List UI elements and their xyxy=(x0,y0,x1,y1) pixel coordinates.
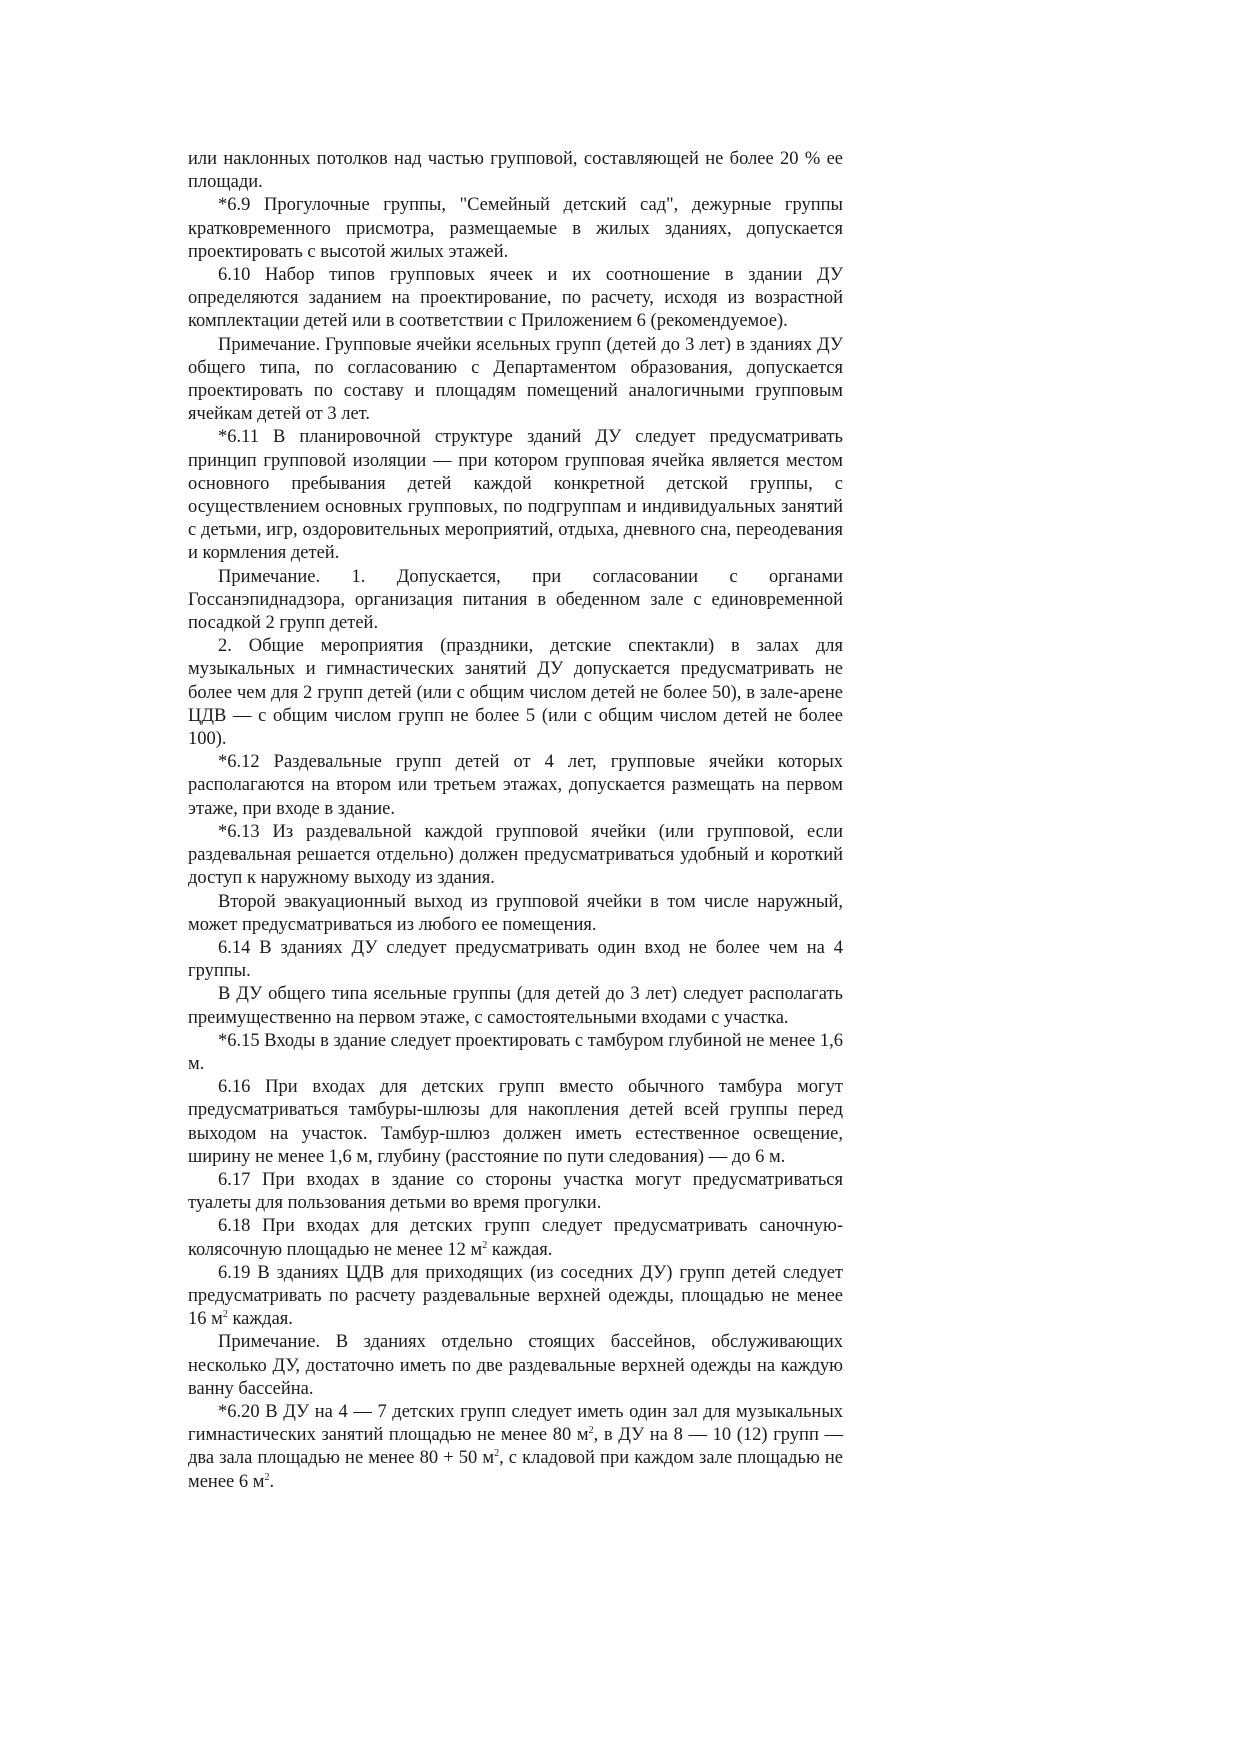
paragraph-6-9: *6.9 Прогулочные группы, "Семейный детский сад", дежурные группы кратковременного присмотра, размещаемые в жилых зданиях, допускается проектировать с высотой жилых этажей. xyxy=(188,195,843,262)
paragraph-6-13-exit: Второй эвакуационный выход из групповой ячейки в том числе наружный, может предусматриваться из любого ее помещения. xyxy=(188,891,843,935)
paragraph-note-6-11-1: Примечание. 1. Допускается, при согласовании с органами Госсанэпиднадзора, организация питания в обеденном зале с единовременной посадкой 2 групп детей. xyxy=(188,566,843,634)
paragraph-6-18: 6.18 При входах для детских групп следует предусматривать саночную-колясочную площадью не менее 12 $м^2$ каждая. xyxy=(188,1216,843,1260)
paragraph-6-12: *6.12 Раздевальные групп детей от 4 лет, групповые ячейки которых располагаются на втором или третьем этажах, допускается размещать на первом этаже, при входе в здание. xyxy=(188,752,843,819)
document-page xyxy=(188,148,843,1494)
paragraph-note-6-11-2: 2. Общие мероприятия (праздники, детские спектакли) в залах для музыкальных и гимнастических занятий ДУ допускается предусматривать не более чем для 2 групп детей (или с общим числом детей не более 50), в зале-арене ЦДВ — с общим числом групп не более 5 (или с общим числом детей не более 100). xyxy=(188,636,843,750)
paragraph-6-17: 6.17 При входах в здание со стороны участка могут предусматриваться туалеты для пользования детьми во время прогулки. xyxy=(188,1169,843,1214)
paragraph-6-19: 6.19 В зданиях ЦДВ для приходящих (из соседних ДУ) групп детей следует предусматривать по расчету раздевальные верхней одежды, площадью не менее 16 $м^2$ каждая. xyxy=(188,1262,843,1330)
paragraph-6-11: *6.11 В планировочной структуре зданий ДУ следует предусматривать принцип групповой изоляции — при котором групповая ячейка является местом основного пребывания детей каждой конкретной детской группы, с осуществлением основных групповых, по подгруппам и индивидуальных занятий с детьми, игр, оздоровительных мероприятий, отдыха, дневного сна, переодевания и кормления детей. xyxy=(188,427,843,564)
paragraph-6-10: 6.10 Набор типов групповых ячеек и их соотношение в здании ДУ определяются заданием на проектирование, по расчету, исходя из возрастной комплектации детей или в соответствии с Приложением 6 (рекомендуемое). xyxy=(188,265,843,332)
paragraph-note-6-10: Примечание. Групповые ячейки ясельных групп (детей до 3 лет) в зданиях ДУ общего типа, по согласованию с Департаментом образования, допускается проектировать по составу и площадям помещений аналогичными групповым ячейкам детей от 3 лет. xyxy=(188,334,843,425)
paragraph-6-16: 6.16 При входах для детских групп вместо обычного тамбура могут предусматриваться тамбуры-шлюзы для накопления детей всей группы перед выходом на участок. Тамбур-шлюз должен иметь естественное освещение, ширину не менее 1,6 м, глубину (расстояние по пути следования) — до 6 м. xyxy=(188,1077,843,1167)
paragraph-6-14: 6.14 В зданиях ДУ следует предусматривать один вход не более чем на 4 группы. xyxy=(188,937,843,982)
paragraph-note-6-19: Примечание. В зданиях отдельно стоящих бассейнов, обслуживающих несколько ДУ, достаточно иметь по две раздевальные верхней одежды на каждую ванну бассейна. xyxy=(188,1332,843,1399)
paragraph-6-14-nursery: В ДУ общего типа ясельные группы (для детей до 3 лет) следует располагать преимущественно на первом этаже, с самостоятельными входами с участка. xyxy=(188,984,843,1028)
paragraph-continuation: или наклонных потолков над частью групповой, составляющей не более 20 % ее площади. xyxy=(188,149,843,193)
paragraph-6-13: *6.13 Из раздевальной каждой групповой ячейки (или групповой, если раздевальная решается отдельно) должен предусматриваться удобный и короткий доступ к наружному выходу из здания. xyxy=(188,821,843,889)
paragraph-6-15: *6.15 Входы в здание следует проектировать с тамбуром глубиной не менее 1,6 м. xyxy=(188,1030,843,1074)
paragraph-6-20: *6.20 В ДУ на 4 — 7 детских групп следует иметь один зал для музыкальных гимнастических занятий площадью не менее 80 $м^2$, в ДУ на 8 — 10 (12) групп — два зала площадью не менее 80 + 50 $м^2$, с кладовой при каждом зале площадью не менее 6 $м^2$. xyxy=(188,1401,843,1492)
